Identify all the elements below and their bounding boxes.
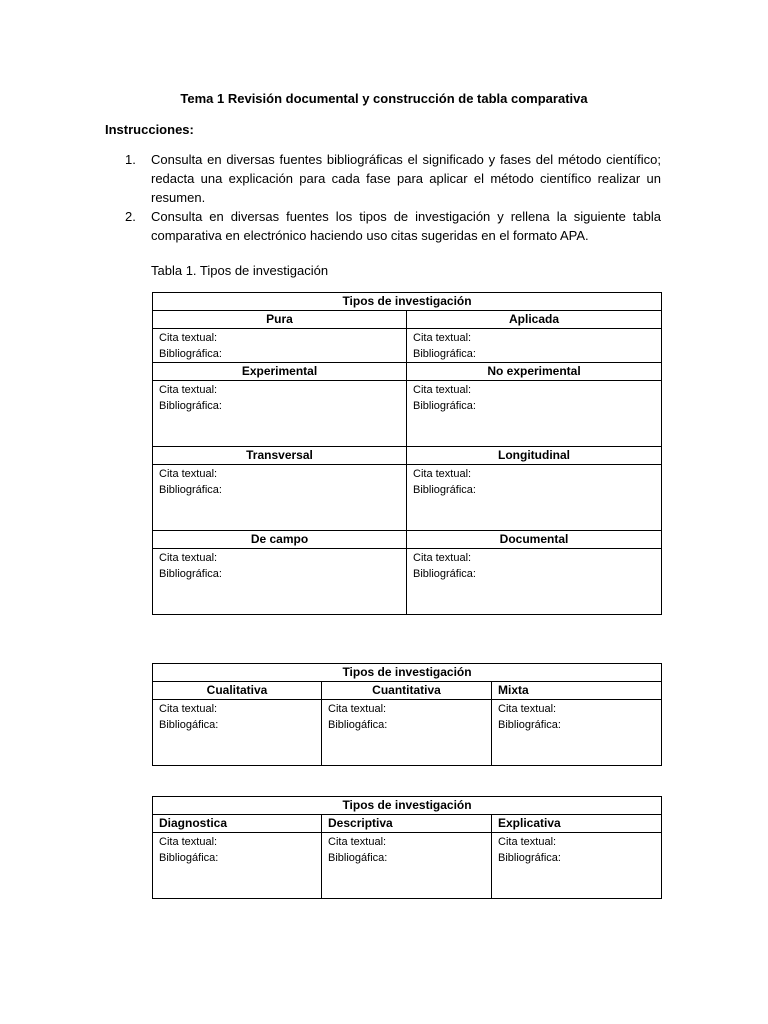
instruction-text: Consulta en diversas fuentes bibliográficas el significado y fases del método científico; redacta una explicación para cada fase para aplicar el método científico realizar un resumen. (151, 152, 661, 205)
type-header-cualitativa: Cualitativa (153, 682, 322, 700)
type-cell-de-campo[interactable] (153, 549, 407, 615)
research-types-table-2 (152, 663, 662, 766)
biblio-label: Bibliográfica: (159, 484, 222, 496)
cita-label: Cita textual: (413, 552, 472, 564)
type-header-de-campo: De campo (153, 531, 407, 549)
cita-label: Cita textual: (328, 703, 387, 715)
type-cell-transversal[interactable] (153, 465, 407, 531)
type-cell-descriptiva[interactable] (322, 833, 492, 899)
table-header: Tipos de investigación (153, 293, 662, 311)
type-cell-pura[interactable] (153, 329, 407, 363)
biblio-label: Bibliogáfica: (159, 719, 219, 731)
cita-label: Cita textual: (159, 468, 218, 480)
biblio-label: Bibliográfica: (498, 719, 561, 731)
type-header-mixta: Mixta (492, 682, 662, 700)
biblio-label: Bibliográfica: (413, 400, 476, 412)
instructions-heading: Instrucciones: (105, 122, 194, 137)
type-header-descriptiva: Descriptiva (322, 815, 492, 833)
biblio-label: Bibliográfica: (159, 400, 222, 412)
cita-label: Cita textual: (159, 552, 218, 564)
type-header-documental: Documental (407, 531, 662, 549)
cita-label: Cita textual: (159, 384, 218, 396)
type-header-experimental: Experimental (153, 363, 407, 381)
biblio-label: Bibliográfica: (498, 852, 561, 864)
cita-label: Cita textual: (413, 468, 472, 480)
type-cell-experimental[interactable] (153, 381, 407, 447)
instruction-item (125, 207, 661, 245)
type-cell-no-experimental[interactable] (407, 381, 662, 447)
instruction-number: 2. (125, 209, 136, 224)
type-header-diagnostica: Diagnostica (153, 815, 322, 833)
type-cell-longitudinal[interactable] (407, 465, 662, 531)
type-cell-aplicada[interactable] (407, 329, 662, 363)
type-header-no-experimental: No experimental (407, 363, 662, 381)
type-cell-documental[interactable] (407, 549, 662, 615)
type-header-explicativa: Explicativa (492, 815, 662, 833)
type-cell-mixta[interactable] (492, 700, 662, 766)
type-header-transversal: Transversal (153, 447, 407, 465)
cita-label: Cita textual: (159, 836, 218, 848)
type-header-aplicada: Aplicada (407, 311, 662, 329)
type-cell-cuantitativa[interactable] (322, 700, 492, 766)
instruction-item (125, 150, 661, 207)
document-title: Tema 1 Revisión documental y construcción de tabla comparativa (180, 91, 588, 106)
type-cell-diagnostica[interactable] (153, 833, 322, 899)
biblio-label: Bibliográfica: (413, 348, 476, 360)
type-header-longitudinal: Longitudinal (407, 447, 662, 465)
research-types-table-3 (152, 796, 662, 899)
table-header: Tipos de investigación (153, 797, 662, 815)
instruction-number: 1. (125, 152, 136, 167)
biblio-label: Bibliográfica: (159, 348, 222, 360)
biblio-label: Bibliográfica: (413, 484, 476, 496)
biblio-label: Bibliográfica: (413, 568, 476, 580)
biblio-label: Bibliogáfica: (328, 852, 388, 864)
cita-label: Cita textual: (328, 836, 387, 848)
cita-label: Cita textual: (413, 332, 472, 344)
cita-label: Cita textual: (498, 703, 557, 715)
table-caption: Tabla 1. Tipos de investigación (151, 263, 329, 278)
instructions-list (125, 150, 661, 245)
type-header-cuantitativa: Cuantitativa (322, 682, 492, 700)
cita-label: Cita textual: (413, 384, 472, 396)
type-cell-cualitativa[interactable] (153, 700, 322, 766)
cita-label: Cita textual: (159, 332, 218, 344)
cita-label: Cita textual: (498, 836, 557, 848)
instruction-text: Consulta en diversas fuentes los tipos de investigación y rellena la siguiente tabla comparativa en electrónico haciendo uso citas sugeridas en el formato APA. (151, 209, 661, 243)
type-header-pura: Pura (153, 311, 407, 329)
cita-label: Cita textual: (159, 703, 218, 715)
biblio-label: Bibliogáfica: (328, 719, 388, 731)
research-types-table-1 (152, 292, 662, 615)
table-header: Tipos de investigación (153, 664, 662, 682)
type-cell-explicativa[interactable] (492, 833, 662, 899)
biblio-label: Bibliogáfica: (159, 852, 219, 864)
biblio-label: Bibliográfica: (159, 568, 222, 580)
